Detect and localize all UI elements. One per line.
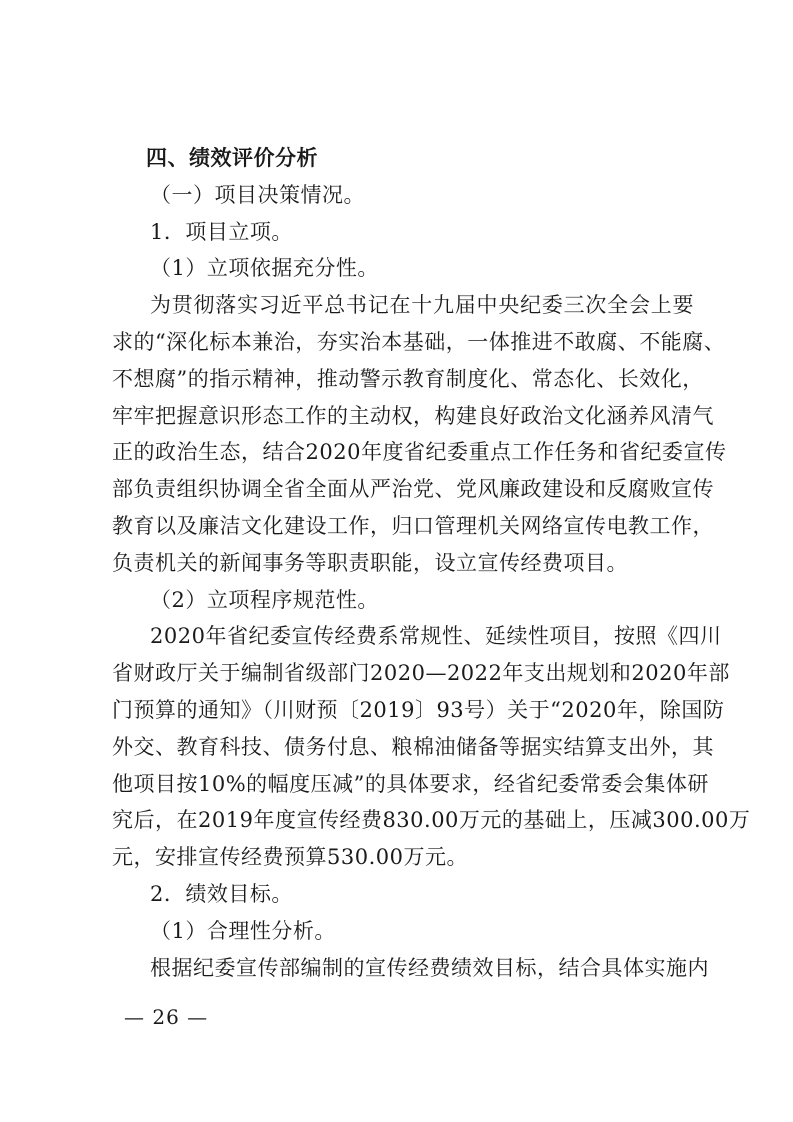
document-body	[112, 140, 751, 986]
sub-item-rationality-analysis: （1）合理性分析。	[150, 918, 336, 943]
paragraph-line: 求的“深化标本兼治，夯实治本基础，一体推进不敢腐、不能腐、	[112, 329, 726, 354]
paragraph-line: 他项目按10%的幅度压减”的具体要求，经省纪委常委会集体研	[112, 771, 709, 796]
sub-item-procedure-compliance: （2）立项程序规范性。	[150, 587, 379, 612]
paragraph-line: 为贯彻落实习近平总书记在十九届中央纪委三次全会上要	[150, 293, 694, 318]
paragraph-line: 正的政治生态，结合2020年度省纪委重点工作任务和省纪委宣传	[112, 440, 727, 465]
paragraph-basis	[112, 287, 727, 581]
item-performance-goals: 2．绩效目标。	[150, 881, 293, 906]
paragraph-line: 牢牢把握意识形态工作的主动权，构建良好政治文化涵养风清气	[112, 403, 714, 428]
paragraph-line: 负责机关的新闻事务等职责职能，设立宣传经费项目。	[112, 550, 628, 575]
paragraph-line: 究后，在2019年度宣传经费830.00万元的基础上，压减300.00万	[112, 808, 751, 833]
page-number: — 26 —	[124, 1005, 209, 1029]
paragraph-line: 元，安排宣传经费预算530.00万元。	[112, 845, 468, 870]
paragraph-line: 门预算的通知》（川财预〔2019〕93号）关于“2020年，除国防	[112, 697, 725, 722]
paragraph-line: 省财政厅关于编制省级部门2020—2022年支出规划和2020年部	[112, 661, 730, 686]
paragraph-line: 外交、教育科技、债务付息、粮棉油储备等据实结算支出外，其	[112, 734, 714, 759]
sub-item-basis-sufficiency: （1）立项依据充分性。	[150, 256, 379, 281]
item-project-approval: 1．项目立项。	[150, 219, 293, 244]
paragraph-line: 根据纪委宣传部编制的宣传经费绩效目标，结合具体实施内	[150, 955, 709, 980]
subheading-project-decision: （一）项目决策情况。	[150, 182, 365, 207]
paragraph-line: 教育以及廉洁文化建设工作，归口管理机关网络宣传电教工作，	[112, 513, 714, 538]
paragraph-line: 2020年省纪委宣传经费系常规性、延续性项目，按照《四川	[150, 624, 722, 649]
paragraph-procedure	[112, 618, 751, 876]
paragraph-line: 不想腐”的指示精神，推动警示教育制度化、常态化、长效化，	[112, 366, 704, 391]
section-heading: 四、绩效评价分析	[146, 146, 318, 170]
paragraph-line: 部负责组织协调全省全面从严治党、党风廉政建设和反腐败宣传	[112, 477, 714, 502]
paragraph-rationality	[112, 950, 709, 987]
